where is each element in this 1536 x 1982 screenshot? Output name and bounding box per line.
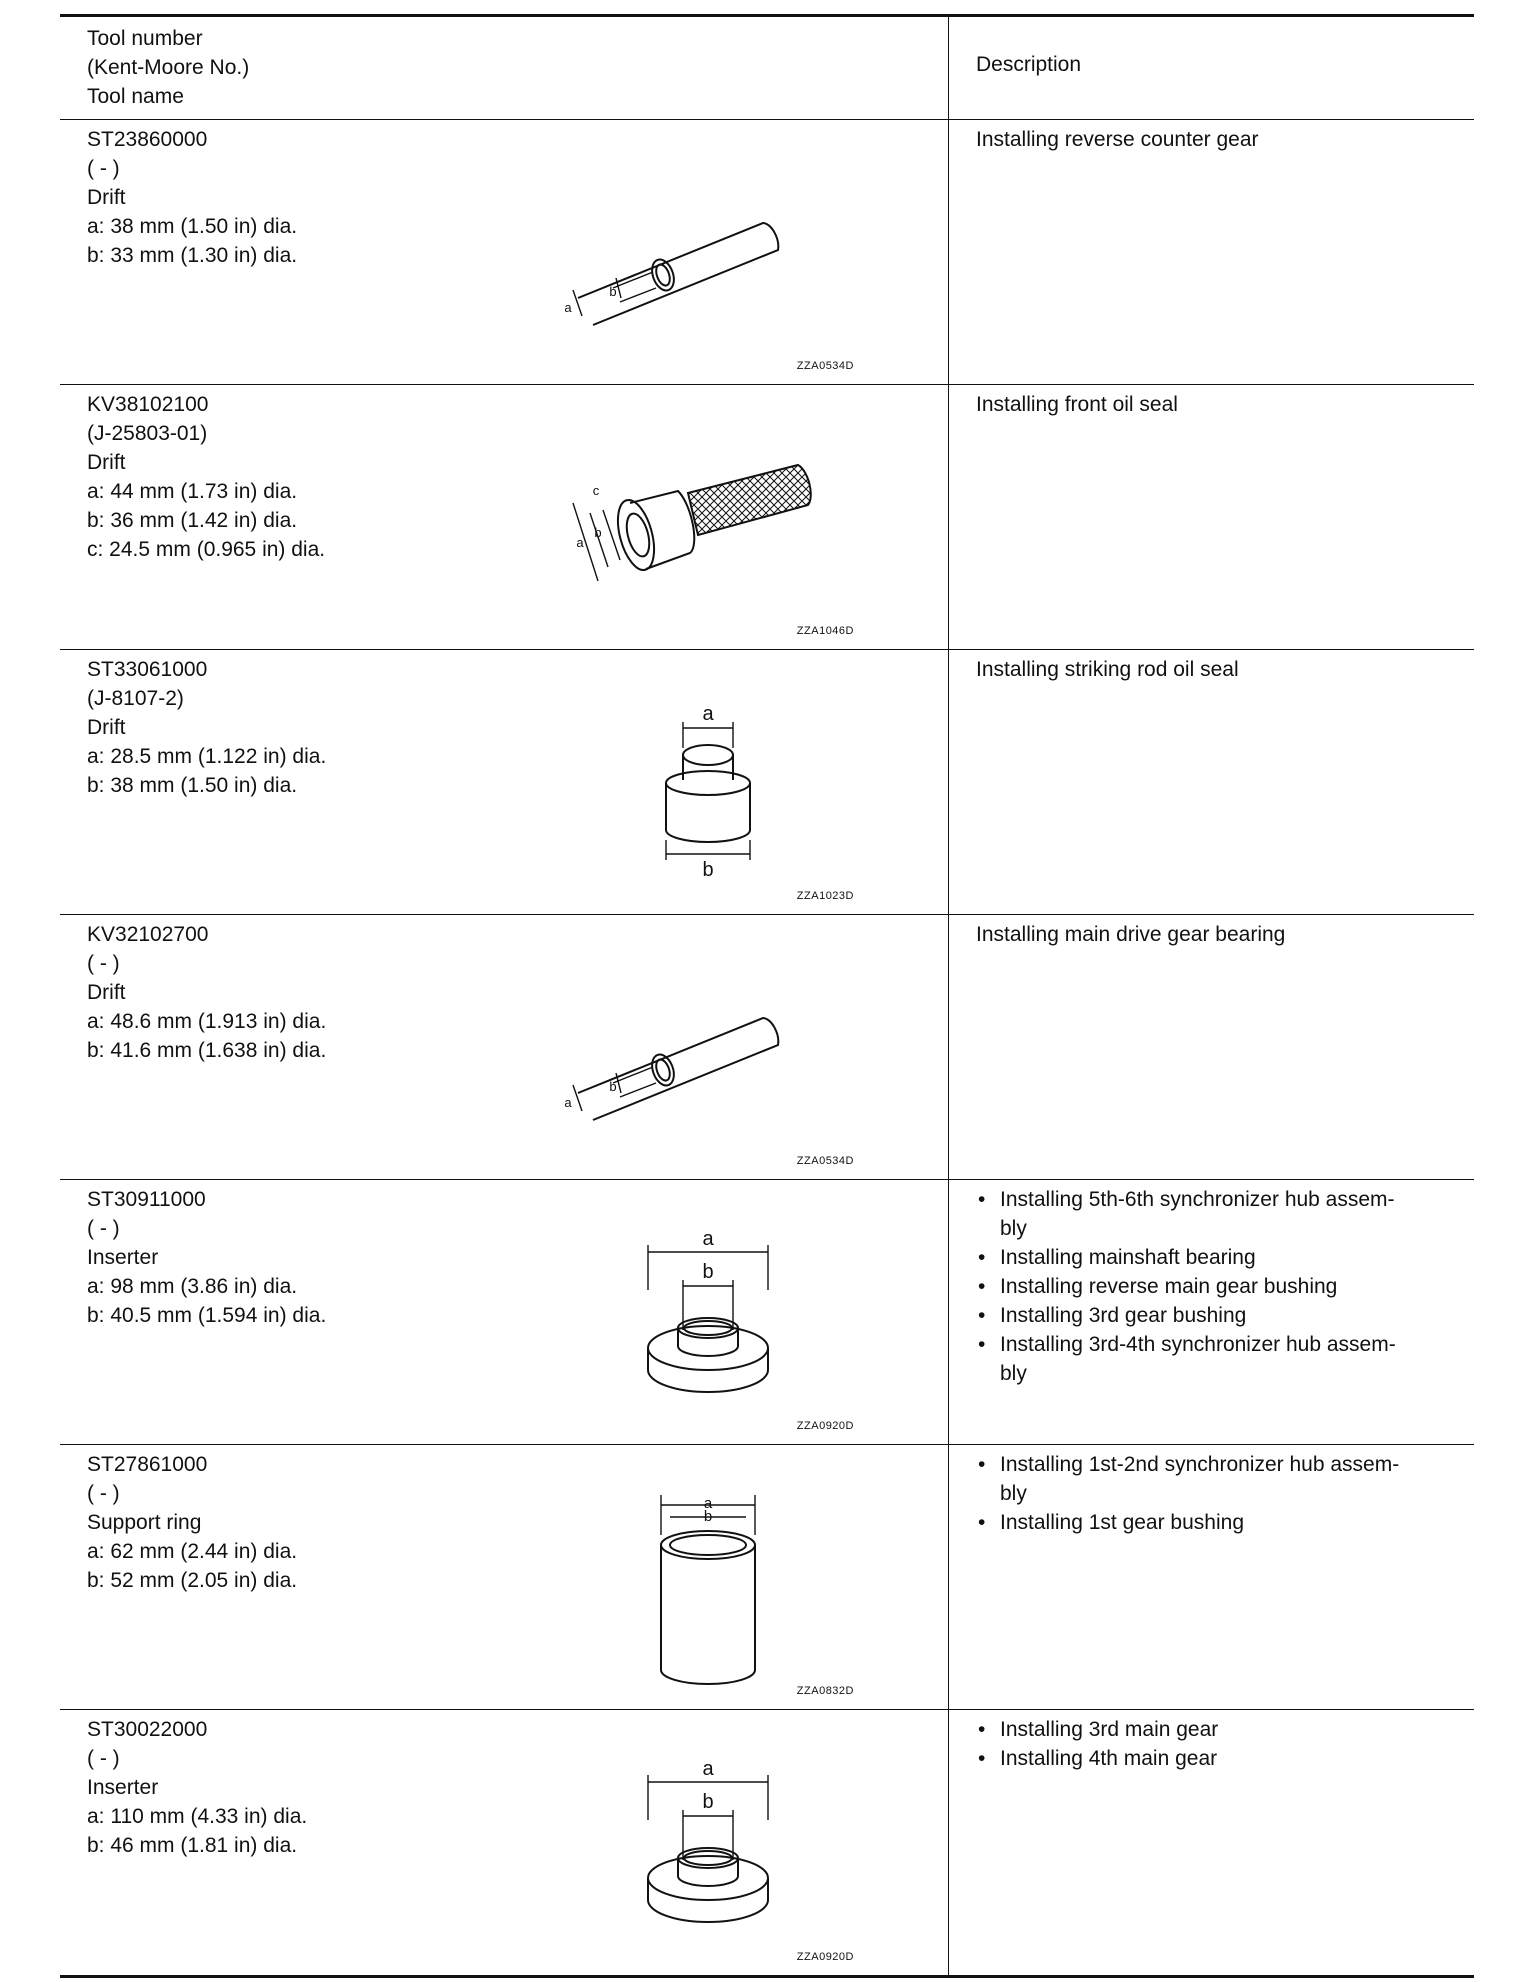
- figure-label-b: b: [702, 1791, 714, 1813]
- description-bullet-line: • Installing 1st gear bushing: [1000, 1511, 1244, 1534]
- description-bullet: [976, 1715, 1454, 1744]
- description-bullet: [976, 1744, 1454, 1773]
- description-bullet: [976, 1243, 1454, 1272]
- figure-label-b: b: [609, 284, 617, 299]
- tool-row: [60, 1180, 1474, 1445]
- description-text: Installing reverse counter gear: [976, 128, 1259, 151]
- description-bullet-line: • Installing 3rd main gear: [1000, 1718, 1219, 1741]
- tool-name: Drift: [87, 186, 126, 209]
- header-line: Tool number: [87, 27, 203, 50]
- description-text: Installing front oil seal: [976, 393, 1178, 416]
- description-bullet-line: bly: [1000, 1362, 1027, 1385]
- tool-cell: [60, 650, 949, 914]
- tool-name: Drift: [87, 451, 126, 474]
- figure-label-b: b: [702, 859, 714, 881]
- tool-name: Drift: [87, 716, 126, 739]
- tool-row: [60, 1710, 1474, 1975]
- flat-inserter-illustration: [558, 1180, 858, 1445]
- support-ring-illustration: [558, 1445, 858, 1710]
- figure-label-a: a: [564, 300, 572, 315]
- figure-label-b: b: [609, 1079, 617, 1094]
- table-header-row: [60, 17, 1474, 120]
- description-bullet-line: bly: [1000, 1482, 1027, 1505]
- header-line: (Kent-Moore No.): [87, 56, 250, 79]
- tool-spec-lines: [87, 125, 297, 270]
- description-bullet: [976, 1330, 1454, 1388]
- illustration-code: ZZA0920D: [796, 1951, 854, 1963]
- kent-moore-number: ( - ): [87, 157, 120, 180]
- tool-dimension: b: 40.5 mm (1.594 in) dia.: [87, 1304, 327, 1327]
- tool-dimension: b: 33 mm (1.30 in) dia.: [87, 244, 298, 267]
- tool-spec-lines: [87, 1715, 307, 1860]
- description-cell: [949, 650, 1474, 914]
- illustration-code: ZZA0534D: [796, 1155, 854, 1167]
- tool-dimension: a: 44 mm (1.73 in) dia.: [87, 480, 298, 503]
- tool-cell: [60, 385, 949, 649]
- kent-moore-number: (J-8107-2): [87, 687, 184, 710]
- description-cell: [949, 915, 1474, 1179]
- tool-cell: [60, 120, 949, 384]
- description-cell: [949, 120, 1474, 384]
- description: [976, 1450, 1454, 1537]
- description-bullet-line: • Installing 4th main gear: [1000, 1747, 1218, 1770]
- tool-spec-lines: [87, 1450, 297, 1595]
- figure-label-a: a: [702, 703, 714, 725]
- tool-cell: [60, 1180, 949, 1444]
- tool-row: [60, 385, 1474, 650]
- thin-tube-drift-illustration: [558, 120, 858, 385]
- description: [976, 1715, 1454, 1773]
- flat-inserter-illustration: [558, 1710, 858, 1975]
- tool-spec-lines: [87, 920, 326, 1065]
- figure-label-b: b: [703, 1508, 713, 1525]
- description-bullet: [976, 1508, 1454, 1537]
- description-bullet-line: • Installing reverse main gear bushing: [1000, 1275, 1338, 1298]
- tool-dimension: b: 36 mm (1.42 in) dia.: [87, 509, 298, 532]
- figure-label-b: b: [702, 1261, 714, 1283]
- header-description-cell: [949, 17, 1474, 119]
- description-text: Installing main drive gear bearing: [976, 923, 1286, 946]
- figure-label-a: a: [576, 535, 584, 550]
- description-bullet-list: [976, 1715, 1454, 1773]
- description-bullet-line: • Installing 3rd gear bushing: [1000, 1304, 1247, 1327]
- description-bullet: [976, 1272, 1454, 1301]
- description-cell: [949, 1445, 1474, 1709]
- kent-moore-number: ( - ): [87, 1747, 120, 1770]
- figure-label-c: c: [592, 483, 600, 498]
- tool-name: Inserter: [87, 1246, 159, 1269]
- tool-name: Drift: [87, 981, 126, 1004]
- figure-label-a: a: [702, 1758, 714, 1780]
- figure-label-a: a: [703, 1495, 713, 1512]
- description-bullet: [976, 1450, 1454, 1508]
- description: [976, 125, 1454, 154]
- description-bullet-line: • Installing 5th-6th synchronizer hub assem-: [1000, 1188, 1395, 1211]
- description-bullet-line: • Installing mainshaft bearing: [1000, 1246, 1256, 1269]
- tool-number: KV32102700: [87, 923, 209, 946]
- tool-spec-lines: [87, 390, 325, 564]
- kent-moore-number: ( - ): [87, 1482, 120, 1505]
- tool-name: Inserter: [87, 1776, 159, 1799]
- knurled-drift-illustration: [558, 385, 858, 650]
- description: [976, 920, 1454, 949]
- tool-row: [60, 120, 1474, 385]
- tool-dimension: a: 110 mm (4.33 in) dia.: [87, 1805, 308, 1828]
- tool-cell: [60, 915, 949, 1179]
- description-text: Installing striking rod oil seal: [976, 658, 1239, 681]
- tool-dimension: a: 28.5 mm (1.122 in) dia.: [87, 745, 327, 768]
- special-service-tools-table: [60, 14, 1474, 1978]
- illustration-code: ZZA0832D: [796, 1685, 854, 1697]
- description-bullet-list: [976, 1450, 1454, 1537]
- tool-dimension: b: 52 mm (2.05 in) dia.: [87, 1569, 298, 1592]
- tool-number: KV38102100: [87, 393, 209, 416]
- tool-name: Support ring: [87, 1511, 202, 1534]
- figure-label-b: b: [594, 525, 602, 540]
- tool-dimension: b: 46 mm (1.81 in) dia.: [87, 1834, 298, 1857]
- kent-moore-number: (J-25803-01): [87, 422, 208, 445]
- tool-dimension: c: 24.5 mm (0.965 in) dia.: [87, 538, 326, 561]
- description: [976, 390, 1454, 419]
- header-line: Tool name: [87, 85, 184, 108]
- description-bullet-list: [976, 1185, 1454, 1388]
- description: [976, 1185, 1454, 1388]
- illustration-code: ZZA1046D: [796, 625, 854, 637]
- tool-dimension: a: 48.6 mm (1.913 in) dia.: [87, 1010, 327, 1033]
- tool-row: [60, 650, 1474, 915]
- tool-row: [60, 1445, 1474, 1710]
- description: [976, 655, 1454, 684]
- tool-dimension: a: 98 mm (3.86 in) dia.: [87, 1275, 298, 1298]
- kent-moore-number: ( - ): [87, 952, 120, 975]
- tool-number: ST30022000: [87, 1718, 208, 1741]
- figure-label-a: a: [702, 1228, 714, 1250]
- tool-cell: [60, 1710, 949, 1975]
- tool-number: ST33061000: [87, 658, 208, 681]
- tool-dimension: a: 62 mm (2.44 in) dia.: [87, 1540, 298, 1563]
- tool-dimension: a: 38 mm (1.50 in) dia.: [87, 215, 298, 238]
- tool-row: [60, 915, 1474, 1180]
- tool-number: ST27861000: [87, 1453, 208, 1476]
- thin-tube-drift-illustration: [558, 915, 858, 1180]
- figure-label-a: a: [564, 1095, 572, 1110]
- description-cell: [949, 1180, 1474, 1444]
- tool-number: ST30911000: [87, 1188, 206, 1211]
- description-bullet: [976, 1185, 1454, 1243]
- stepped-drift-illustration: [558, 650, 858, 915]
- description-bullet-line: • Installing 3rd-4th synchronizer hub assem-: [1000, 1333, 1396, 1356]
- description-cell: [949, 385, 1474, 649]
- illustration-code: ZZA1023D: [796, 890, 854, 902]
- header-description: Description: [976, 53, 1082, 76]
- tool-dimension: b: 41.6 mm (1.638 in) dia.: [87, 1039, 327, 1062]
- illustration-code: ZZA0534D: [796, 360, 854, 372]
- tool-dimension: b: 38 mm (1.50 in) dia.: [87, 774, 298, 797]
- kent-moore-number: ( - ): [87, 1217, 120, 1240]
- description-cell: [949, 1710, 1474, 1975]
- description-bullet-line: bly: [1000, 1217, 1027, 1240]
- tool-cell: [60, 1445, 949, 1709]
- tool-number: ST23860000: [87, 128, 208, 151]
- tool-spec-lines: [87, 1185, 326, 1330]
- tool-spec-lines: [87, 655, 326, 800]
- description-bullet: [976, 1301, 1454, 1330]
- header-tool-cell: [60, 17, 949, 119]
- description-bullet-line: • Installing 1st-2nd synchronizer hub assem-: [1000, 1453, 1400, 1476]
- header-tool-lines: [87, 24, 249, 111]
- illustration-code: ZZA0920D: [796, 1420, 854, 1432]
